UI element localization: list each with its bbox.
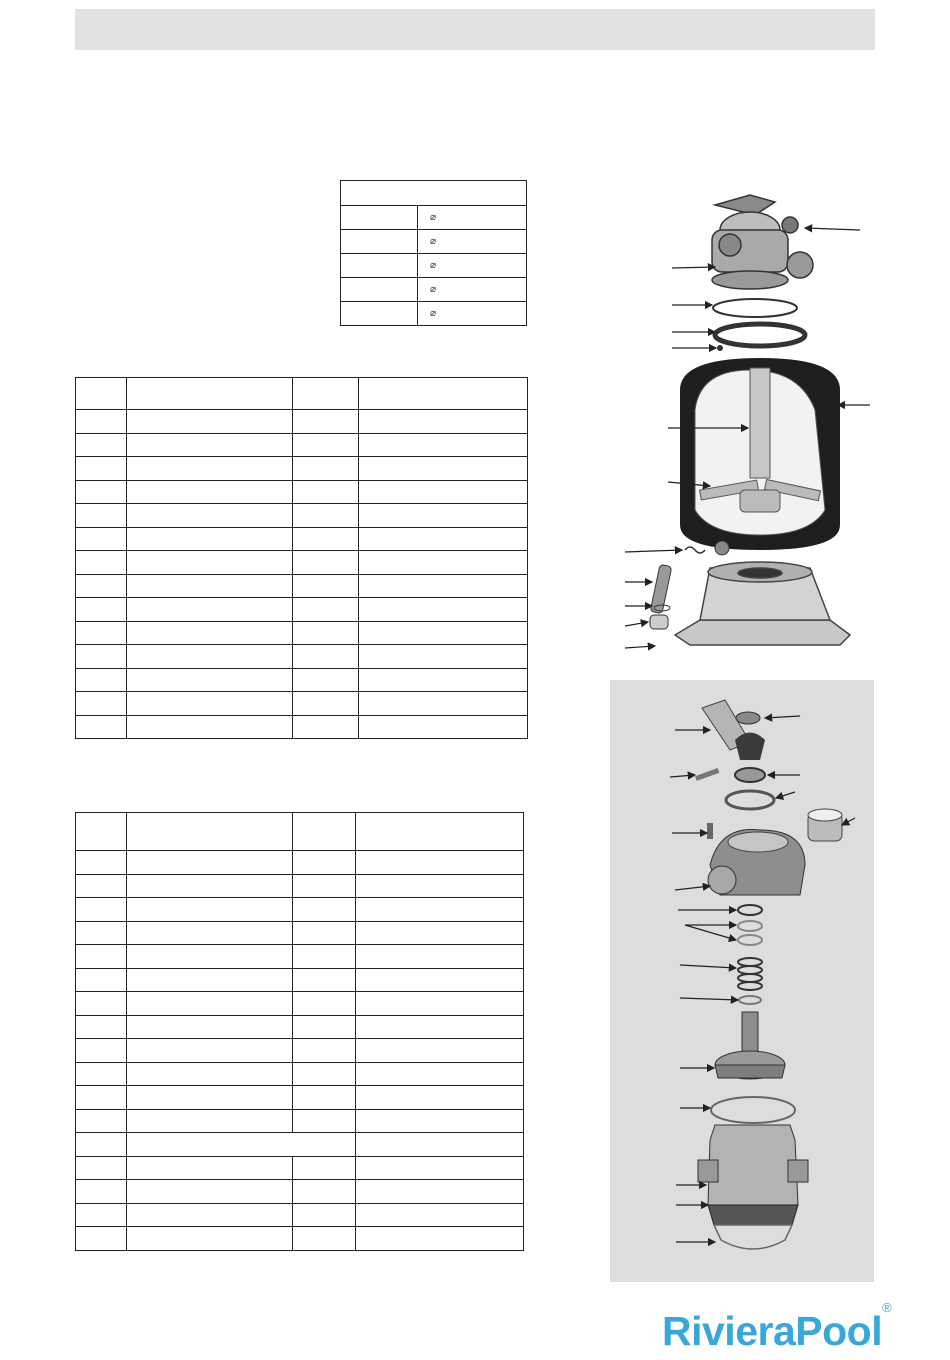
table-row bbox=[76, 621, 528, 645]
table-row bbox=[76, 715, 528, 739]
table-row bbox=[76, 874, 524, 898]
size-cell bbox=[341, 254, 418, 278]
rivierapool-logo: RivieraPool® bbox=[662, 1300, 892, 1354]
table-row bbox=[76, 598, 528, 622]
size-cell bbox=[341, 278, 418, 302]
table-row bbox=[76, 898, 524, 922]
table-row bbox=[76, 1133, 524, 1157]
multiport-valve bbox=[712, 195, 813, 289]
sand-filter-diagram bbox=[600, 190, 880, 665]
table-row bbox=[76, 692, 528, 716]
size-table bbox=[340, 180, 527, 326]
table-row bbox=[76, 433, 528, 457]
header-bar bbox=[75, 9, 875, 50]
table-row bbox=[76, 1180, 524, 1204]
size-table-header bbox=[341, 181, 527, 206]
table-row bbox=[76, 457, 528, 481]
table-row bbox=[76, 527, 528, 551]
table-row bbox=[76, 945, 524, 969]
table-row bbox=[76, 480, 528, 504]
table-row bbox=[76, 992, 524, 1016]
table-row bbox=[76, 1015, 524, 1039]
table-row bbox=[76, 504, 528, 528]
table-row bbox=[76, 1062, 524, 1086]
table-row bbox=[76, 1227, 524, 1251]
diameter-icon: ⌀ bbox=[418, 230, 527, 254]
diameter-icon: ⌀ bbox=[418, 278, 527, 302]
diameter-icon: ⌀ bbox=[418, 206, 527, 230]
table-row bbox=[76, 968, 524, 992]
table-row bbox=[76, 1109, 524, 1133]
table-row bbox=[76, 645, 528, 669]
size-cell bbox=[341, 302, 418, 326]
multiport-valve-diagram bbox=[610, 680, 874, 1282]
size-cell bbox=[341, 206, 418, 230]
table-row bbox=[76, 1086, 524, 1110]
table-row bbox=[76, 1203, 524, 1227]
table-row bbox=[76, 410, 528, 434]
valve-diagram-panel bbox=[610, 680, 874, 1282]
filter-base bbox=[675, 562, 850, 645]
table-row bbox=[76, 921, 524, 945]
diameter-icon: ⌀ bbox=[418, 302, 527, 326]
table-row bbox=[76, 851, 524, 875]
table-row bbox=[76, 574, 528, 598]
filter-tank bbox=[680, 358, 840, 555]
table-row bbox=[76, 1039, 524, 1063]
size-cell bbox=[341, 230, 418, 254]
table-row bbox=[76, 1156, 524, 1180]
table-row bbox=[76, 551, 528, 575]
diameter-icon: ⌀ bbox=[418, 254, 527, 278]
table-row bbox=[76, 668, 528, 692]
parts-table-valve bbox=[75, 812, 524, 1251]
parts-table-filter bbox=[75, 377, 528, 739]
